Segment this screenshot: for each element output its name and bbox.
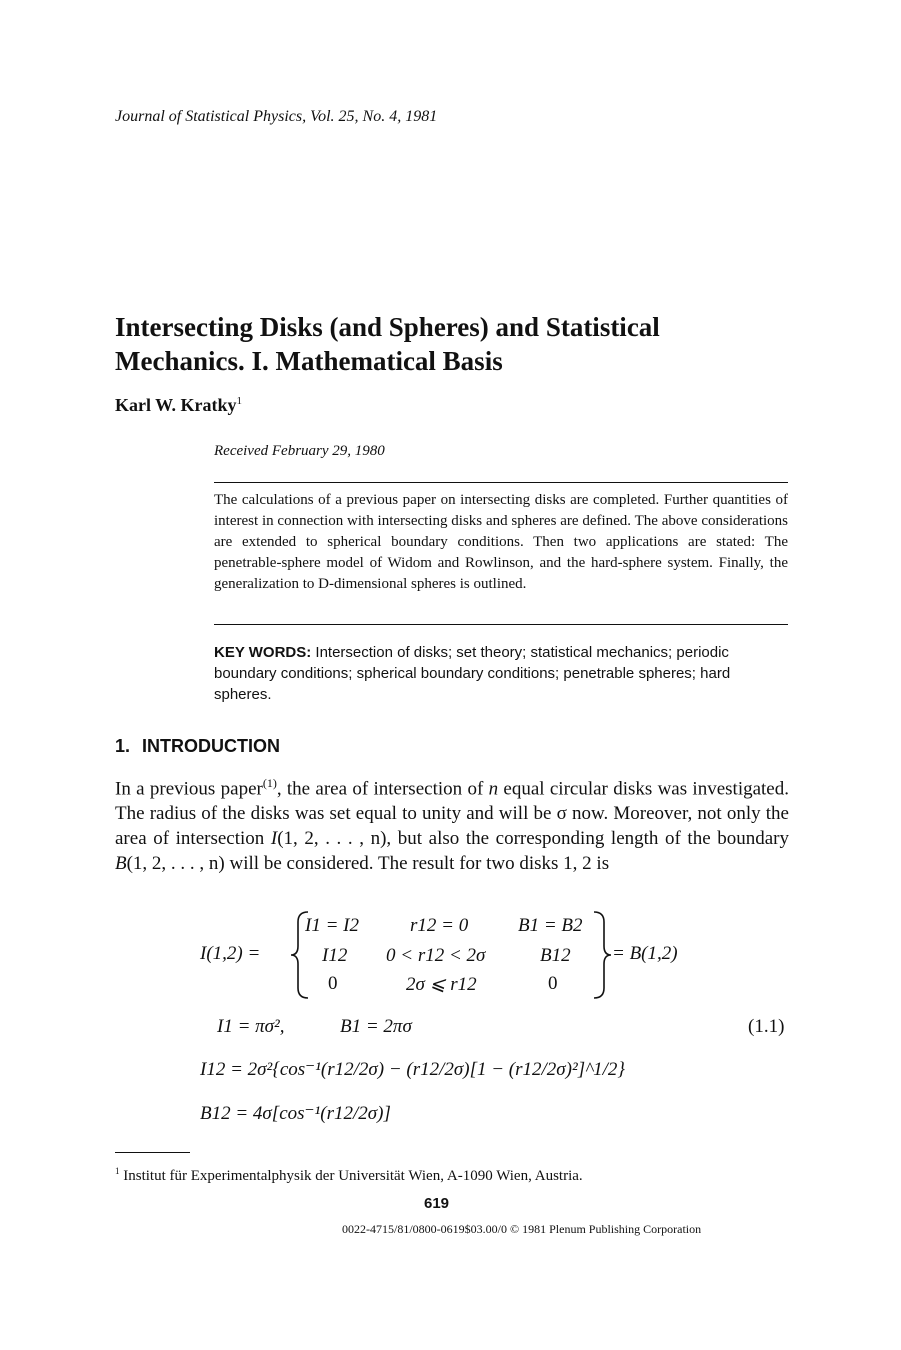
page-number: 619 xyxy=(424,1195,450,1212)
keywords xyxy=(214,642,788,705)
eq-line4: B12 = 4σ[cos⁻¹(r12/2σ)] xyxy=(200,1103,391,1124)
eq-row2-col1: I12 xyxy=(322,945,348,966)
eq-rhs: = B(1,2) xyxy=(612,943,678,964)
footnote-text: Institut für Experimentalphysik der Universität Wien, A-1090 Wien, Austria. xyxy=(123,1168,583,1184)
section-heading xyxy=(115,736,280,757)
eq-row1-col2: r12 = 0 xyxy=(410,915,469,936)
footnote xyxy=(115,1166,583,1185)
author-name: Karl W. Kratky xyxy=(115,395,237,415)
keywords-label: KEY WORDS: xyxy=(214,644,312,661)
abstract-top-rule xyxy=(214,482,788,483)
intro-text-4: , but also the corresponding length of the boundary xyxy=(386,828,789,850)
section-number: 1. xyxy=(115,736,131,756)
author-footnote-marker: 1 xyxy=(236,395,243,407)
intro-n: n xyxy=(488,778,499,800)
introduction-paragraph xyxy=(115,771,789,876)
abstract: The calculations of a previous paper on intersecting disks are completed. Further quantities of interest in connection with intersecting disks and spheres are defined. The above considerations are extended to spherical boundary conditions. Then two applications are stated: The penetrable-sphere model of Widom and Rowlinson, and the hard-sphere system. Finally, the generalization to D-dimensional spheres is outlined. xyxy=(214,492,788,592)
eq-line2-right: B1 = 2πσ xyxy=(340,1016,412,1037)
copyright-line: 0022-4715/81/0800-0619$03.00/0 © 1981 Plenum Publishing Corporation xyxy=(342,1222,702,1236)
eq-line2-left: I1 = πσ², xyxy=(217,1016,285,1037)
right-brace-icon xyxy=(590,910,612,1000)
eq-row1-col1: I1 = I2 xyxy=(305,915,359,936)
intro-text-2: , the area of intersection of xyxy=(276,778,489,800)
author xyxy=(115,395,242,416)
abstract-bottom-rule xyxy=(214,624,788,625)
eq-row2-col3: B12 xyxy=(540,945,571,966)
section-title: INTRODUCTION xyxy=(142,736,281,756)
equation-number: (1.1) xyxy=(748,1016,785,1037)
intro-I: I xyxy=(270,828,278,850)
intro-text-5: will be considered. The result for two disks 1, 2 is xyxy=(224,853,610,875)
reference-marker: (1) xyxy=(262,776,277,790)
eq-row2-col2: 0 < r12 < 2σ xyxy=(386,945,486,966)
eq-row3-col2: 2σ ⩽ r12 xyxy=(406,974,477,995)
intro-text-3: equal circular disks was investigated. The radius of the disks was set equal to unity and will be σ now. Moreover, not only the area of intersection xyxy=(115,778,789,850)
intro-text-1: In a previous paper xyxy=(115,778,263,800)
intro-B-args: (1, 2, . . . , n) xyxy=(126,853,225,875)
journal-header: Journal of Statistical Physics, Vol. 25, No. 4, 1981 xyxy=(115,108,438,125)
title-line-2: Mechanics. I. Mathematical Basis xyxy=(115,346,503,376)
footnote-rule xyxy=(115,1152,190,1153)
eq-line3: I12 = 2σ²{cos⁻¹(r12/2σ) − (r12/2σ)[1 − (r12/2σ)²]^1/2} xyxy=(200,1059,625,1080)
eq-lhs: I(1,2) = xyxy=(200,943,261,964)
received-date: Received February 29, 1980 xyxy=(214,443,385,459)
eq-row3-col3: 0 xyxy=(548,973,558,994)
intro-B: B xyxy=(115,853,127,875)
keywords-text: Intersection of disks; set theory; statistical mechanics; periodic boundary conditions; spherical boundary conditions; penetrable spheres; hard spheres. xyxy=(214,644,731,703)
eq-row3-col1: 0 xyxy=(328,973,338,994)
footnote-marker: 1 xyxy=(115,1166,120,1176)
intro-I-args: (1, 2, . . . , n) xyxy=(277,828,387,850)
title-line-1: Intersecting Disks (and Spheres) and Statistical xyxy=(115,312,660,342)
eq-row1-col3: B1 = B2 xyxy=(518,915,583,936)
paper-title xyxy=(115,310,795,378)
